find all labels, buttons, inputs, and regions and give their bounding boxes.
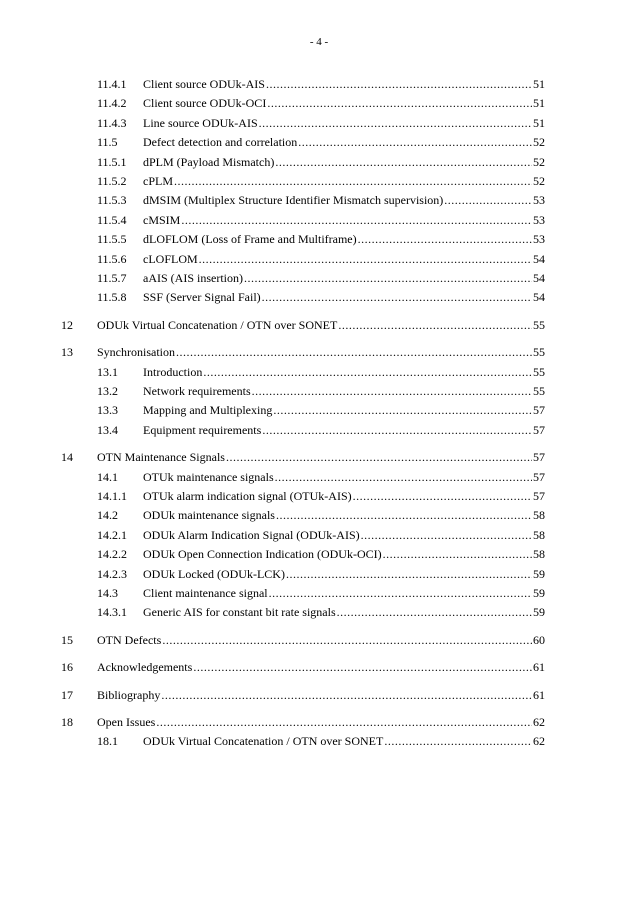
toc-entry[interactable] [0,686,638,704]
toc-entry[interactable] [0,631,638,649]
toc-entry-page: 51 [533,96,545,111]
toc-entry[interactable] [0,316,638,334]
toc-entry-number: 11.5.8 [97,290,127,305]
page-number: - 4 - [309,36,329,48]
toc-entry-number: 18.1 [97,734,118,749]
toc-entry[interactable] [0,506,638,524]
toc-entry-number: 14.1 [97,469,118,484]
dot-leader [269,584,532,602]
toc-entry-title: Client source ODUk-OCI [143,96,267,111]
dot-leader [273,401,532,419]
toc-entry-title: Client source ODUk-AIS [143,77,265,91]
toc-entry-page: 58 [533,527,545,542]
toc-entry[interactable] [0,269,638,287]
toc-entry-page: 57 [533,489,545,503]
toc-entry-page: 59 [533,586,545,600]
toc-entry-number: 17 [61,687,73,702]
toc-entry-title-wrap [143,288,545,306]
toc-entry-page: 55 [533,317,545,332]
toc-entry-page: 55 [533,364,545,379]
toc-entry[interactable] [0,526,638,544]
toc-entry[interactable] [0,448,638,466]
toc-entry[interactable] [0,382,638,400]
toc-entry-page: 57 [533,469,545,484]
toc-entry-page: 54 [533,290,545,305]
toc-entry-title-wrap [143,506,545,524]
dot-leader [267,94,532,112]
toc-entry[interactable] [0,191,638,209]
toc-entry-page: 62 [533,715,545,729]
toc-entry-title-wrap [143,468,545,486]
dot-leader [361,526,532,544]
toc-entry-number: 11.4.2 [97,96,127,111]
toc-entry-title-wrap [143,565,545,583]
toc-entry-number: 14.2.2 [97,547,127,562]
toc-entry-title: cPLM [143,174,173,188]
toc-entry-title-wrap [143,382,545,400]
toc-entry-title-wrap [143,421,545,439]
toc-entry-title-wrap [143,75,545,93]
toc-entry-number: 11.5 [97,135,118,150]
toc-entry-number: 11.5.4 [97,212,127,227]
toc-entry-title: ODUk maintenance signals [143,508,275,523]
toc-entry-title: Generic AIS for constant bit rate signals [143,605,336,620]
toc-entry-title: cMSIM [143,212,181,227]
dot-leader [244,269,532,287]
dot-leader [266,75,532,93]
toc-entry-title-wrap [143,363,545,381]
toc-entry-page: 57 [533,422,545,437]
toc-entry-title-wrap [143,114,545,132]
toc-entry-title-wrap [97,343,545,361]
toc-entry[interactable] [0,75,638,93]
toc-entry[interactable] [0,250,638,268]
dot-leader [174,172,532,190]
toc-entry-number: 11.5.6 [97,251,127,266]
toc-entry[interactable] [0,133,638,151]
toc-entry-title-wrap [143,191,545,209]
toc-entry-page: 52 [533,154,545,169]
toc-entry-number: 11.5.2 [97,174,127,188]
toc-entry-page: 55 [533,345,545,360]
toc-entry-page: 59 [533,605,545,620]
dot-leader [275,468,532,486]
dot-leader [162,631,532,649]
toc-entry[interactable] [0,565,638,583]
dot-leader [276,506,532,524]
toc-entry-title-wrap [143,153,545,171]
toc-entry[interactable] [0,603,638,621]
toc-entry[interactable] [0,401,638,419]
dot-leader [358,230,532,248]
toc-entry-number: 13 [61,345,73,360]
dot-leader [384,732,532,750]
toc-entry-number: 14.2.1 [97,527,127,542]
toc-entry[interactable] [0,713,638,731]
toc-entry-number: 13.2 [97,384,118,398]
toc-entry-page: 53 [533,193,545,208]
toc-entry-title: SSF (Server Signal Fail) [143,290,261,305]
toc-entry-number: 14.2 [97,508,118,523]
toc-entry-title-wrap [143,172,545,190]
dot-leader [161,686,532,704]
toc-entry-page: 59 [533,566,545,581]
toc-entry-title-wrap [143,133,545,151]
toc-entry-page: 62 [533,734,545,749]
toc-entry-title-wrap [97,686,545,704]
toc-entry-title: Bibliography [97,687,161,702]
toc-entry-number: 13.1 [97,364,118,379]
toc-entry-title: Line source ODUk-AIS [143,115,258,130]
dot-leader [353,487,532,505]
toc-entry[interactable] [0,487,638,505]
toc-entry-page: 52 [533,135,545,150]
toc-entry[interactable] [0,732,638,750]
toc-entry-title: ODUk Virtual Concatenation / OTN over SONET [97,317,338,332]
toc-entry-title: OTN Defects [97,632,162,647]
toc-entry-title: Acknowledgements [97,660,193,675]
toc-entry-title: Client maintenance signal [143,586,268,600]
toc-entry-title-wrap [143,545,545,563]
toc-entry-title: ODUk Locked (ODUk-LCK) [143,566,285,581]
toc-entry[interactable] [0,211,638,229]
toc-entry-number: 11.5.7 [97,271,127,285]
toc-entry-page: 52 [533,174,545,188]
dot-leader [226,448,532,466]
toc-entry-title-wrap [97,713,545,731]
toc-entry-number: 14.1.1 [97,489,127,503]
toc-entry-number: 11.4.3 [97,115,127,130]
dot-leader [252,382,532,400]
toc-entry[interactable] [0,584,638,602]
toc-entry-title-wrap [97,631,545,649]
toc-entry-title: aAIS (AIS insertion) [143,271,243,285]
toc-entry[interactable] [0,363,638,381]
toc-entry-page: 61 [533,660,545,675]
dot-leader [176,343,532,361]
toc-entry-title-wrap [143,526,545,544]
dot-leader [338,316,532,334]
toc-entry[interactable] [0,172,638,190]
dot-leader [203,363,532,381]
dot-leader [286,565,532,583]
dot-leader [259,114,532,132]
toc-entry[interactable] [0,421,638,439]
toc-entry-title: Synchronisation [97,345,175,360]
toc-entry-number: 11.5.5 [97,232,127,247]
toc-entry-page: 53 [533,232,545,247]
toc-entry-page: 51 [533,77,545,91]
dot-leader [298,133,532,151]
toc-entry-title: dLOFLOM (Loss of Frame and Multiframe) [143,232,357,247]
toc-entry-title: dPLM (Payload Mismatch) [143,154,275,169]
toc-entry-title-wrap [97,658,545,676]
toc-entry-number: 14.2.3 [97,566,127,581]
toc-entry-title: Open Issues [97,715,156,729]
dot-leader [181,211,532,229]
dot-leader [444,191,532,209]
toc-entry-number: 13.4 [97,422,118,437]
toc-entry-number: 11.4.1 [97,77,127,91]
toc-entry-title-wrap [143,94,545,112]
toc-entry[interactable] [0,94,638,112]
toc-entry-title-wrap [143,230,545,248]
toc-entry-title: ODUk Alarm Indication Signal (ODUk-AIS) [143,527,360,542]
toc-entry-title: cLOFLOM [143,251,198,266]
toc-entry-title-wrap [143,732,545,750]
toc-entry-number: 12 [61,317,73,332]
toc-entry[interactable] [0,153,638,171]
dot-leader [199,250,532,268]
dot-leader [193,658,532,676]
toc-entry-page: 58 [533,547,545,562]
toc-entry-title: OTUk alarm indication signal (OTUk-AIS) [143,489,352,503]
toc-entry-title: Equipment requirements [143,422,262,437]
toc-entry-title-wrap [143,401,545,419]
toc-entry[interactable] [0,230,638,248]
toc-entry-number: 14 [61,450,73,465]
toc-entry-page: 54 [533,251,545,266]
toc-entry-page: 51 [533,115,545,130]
toc-entry-number: 14.3 [97,586,118,600]
dot-leader [383,545,532,563]
toc-entry-page: 57 [533,450,545,465]
toc-entry-page: 61 [533,687,545,702]
dot-leader [275,153,532,171]
toc-entry-title: OTN Maintenance Signals [97,450,225,465]
toc-entry-number: 16 [61,660,73,675]
toc-entry-page: 58 [533,508,545,523]
toc-entry-title-wrap [143,584,545,602]
dot-leader [262,421,532,439]
toc-entry-title-wrap [143,269,545,287]
toc-entry-title-wrap [143,211,545,229]
toc-entry-number: 13.3 [97,403,118,418]
toc-entry-title: Defect detection and correlation [143,135,298,150]
toc-entry-title: Mapping and Multiplexing [143,403,273,418]
toc-entry-title: ODUk Open Connection Indication (ODUk-OCI) [143,547,382,562]
toc-entry-number: 11.5.3 [97,193,127,208]
toc-entry-title-wrap [97,316,545,334]
toc-entry-number: 18 [61,715,73,729]
toc-entry-title: Introduction [143,364,203,379]
toc-entry[interactable] [0,343,638,361]
toc-entry-title: Network requirements [143,384,251,398]
toc-entry-title: ODUk Virtual Concatenation / OTN over SONET [143,734,384,749]
toc-entry-number: 11.5.1 [97,154,127,169]
dot-leader [337,603,532,621]
toc-entry[interactable] [0,545,638,563]
toc-entry-title-wrap [143,487,545,505]
toc-entry-title: dMSIM (Multiplex Structure Identifier Mismatch supervision) [143,193,444,208]
toc-entry-page: 60 [533,632,545,647]
dot-leader [262,288,532,306]
toc-entry-page: 57 [533,403,545,418]
toc-entry-page: 55 [533,384,545,398]
toc-entry-title-wrap [143,603,545,621]
toc-entry-page: 54 [533,271,545,285]
dot-leader [156,713,532,731]
toc-entry-number: 14.3.1 [97,605,127,620]
toc-entry[interactable] [0,468,638,486]
toc-entry-title-wrap [143,250,545,268]
toc-entry[interactable] [0,114,638,132]
toc-entry-title-wrap [97,448,545,466]
toc-entry-number: 15 [61,632,73,647]
toc-entry-title: OTUk maintenance signals [143,469,274,484]
toc-entry[interactable] [0,288,638,306]
toc-entry-page: 53 [533,212,545,227]
toc-entry[interactable] [0,658,638,676]
